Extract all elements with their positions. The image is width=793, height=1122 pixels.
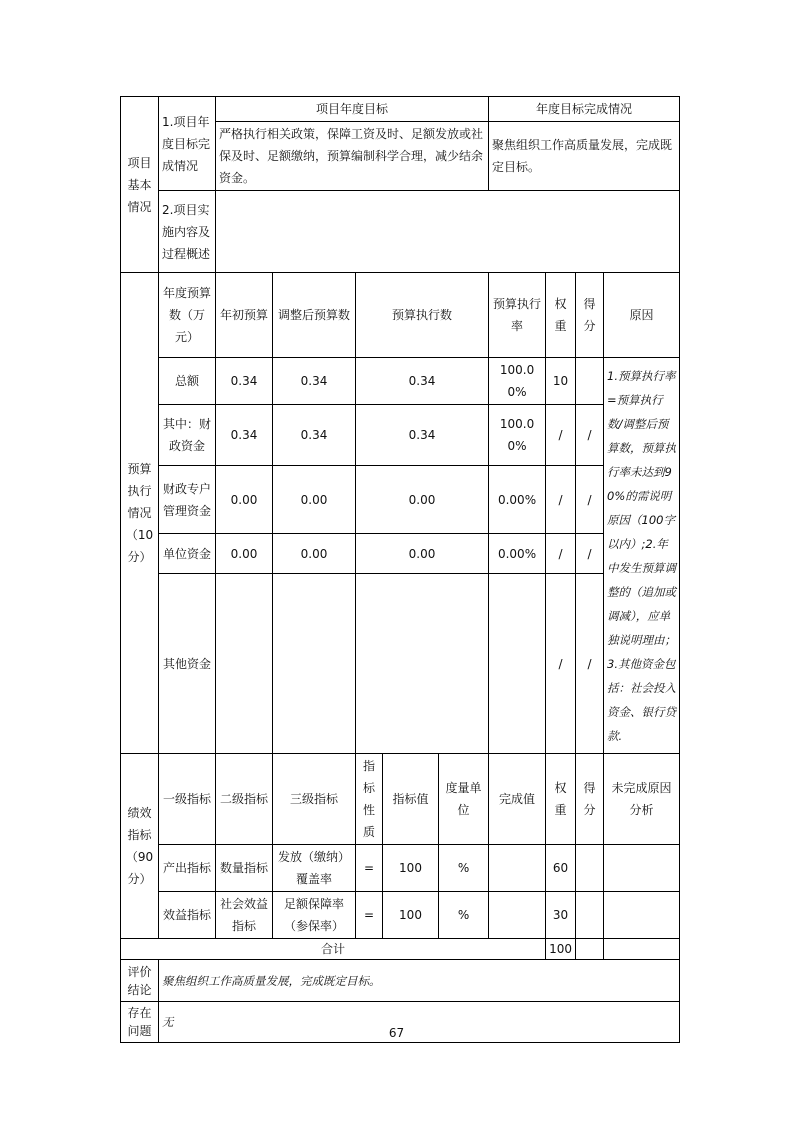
perf-header: 三级指标 (273, 754, 356, 845)
cell: / (546, 405, 576, 466)
issues-text: 无 (159, 1002, 680, 1043)
cell: / (576, 574, 604, 754)
cell: 0.34 (356, 358, 489, 405)
cell (356, 574, 489, 754)
implementation-text (216, 191, 680, 273)
perf-row (121, 892, 680, 939)
cell: 0.00 (273, 534, 356, 574)
cell: 60 (546, 845, 576, 892)
cell: 足额保障率（参保率） (273, 892, 356, 939)
cell (576, 358, 604, 405)
cell: 0.00% (489, 466, 546, 534)
budget-row-name: 财政专户管理资金 (159, 466, 216, 534)
cell: 0.34 (273, 405, 356, 466)
budget-row (121, 358, 680, 405)
cell: / (576, 466, 604, 534)
cell: % (439, 892, 489, 939)
cell: 发放（缴纳）覆盖率 (273, 845, 356, 892)
goal-row-label: 1.项目年度目标完成情况 (159, 97, 216, 191)
cell: 产出指标 (159, 845, 216, 892)
budget-row-name: 其他资金 (159, 574, 216, 754)
cell (489, 845, 546, 892)
cell: 0.34 (356, 405, 489, 466)
cell: / (576, 405, 604, 466)
total-label: 合计 (121, 939, 546, 960)
cell: 30 (546, 892, 576, 939)
cell: 0.00 (273, 466, 356, 534)
performance-section-label: 绩效指标（90分） (121, 754, 159, 939)
implementation-row-label: 2.项目实施内容及过程概述 (159, 191, 216, 273)
cell: 0.00 (216, 534, 273, 574)
basic-section-label: 项目基本情况 (121, 97, 159, 273)
cell: / (576, 534, 604, 574)
cell: 0.34 (216, 358, 273, 405)
budget-row (121, 574, 680, 754)
budget-header: 预算执行数 (356, 273, 489, 358)
cell: 100.00% (489, 358, 546, 405)
cell: 0.00 (356, 534, 489, 574)
cell: / (546, 574, 576, 754)
cell (273, 574, 356, 754)
budget-section-label: 预算执行情况（10分） (121, 273, 159, 754)
perf-header: 权重 (546, 754, 576, 845)
cell: = (356, 845, 383, 892)
cell (489, 892, 546, 939)
budget-header: 年度预算数（万元） (159, 273, 216, 358)
cell: 0.00% (489, 534, 546, 574)
page-number: 67 (388, 1026, 405, 1040)
budget-row-name: 总额 (159, 358, 216, 405)
perf-header: 未完成原因分析 (604, 754, 680, 845)
cell: 0.00 (356, 466, 489, 534)
goal-header: 项目年度目标 (216, 97, 489, 122)
budget-row (121, 405, 680, 466)
perf-header: 二级指标 (216, 754, 273, 845)
budget-header: 原因 (604, 273, 680, 358)
budget-header: 权重 (546, 273, 576, 358)
cell: % (439, 845, 489, 892)
budget-row-name: 单位资金 (159, 534, 216, 574)
conclusion-text: 聚焦组织工作高质量发展，完成既定目标。 (159, 960, 680, 1002)
performance-evaluation-table (120, 96, 680, 1043)
cell: / (546, 466, 576, 534)
perf-header: 度量单位 (439, 754, 489, 845)
total-row (121, 939, 680, 960)
budget-header: 预算执行率 (489, 273, 546, 358)
cell: 100.00% (489, 405, 546, 466)
cell: 100 (383, 845, 439, 892)
conclusion-label: 评价结论 (121, 960, 159, 1002)
perf-header: 完成值 (489, 754, 546, 845)
cell: 10 (546, 358, 576, 405)
cell: 0.00 (216, 466, 273, 534)
cell (604, 939, 680, 960)
reason-note: 1.预算执行率=预算执行数/调整后预算数，预算执行率未达到90%的需说明原因（100字以内）;2.年中发生预算调整的（追加或调减），应单独说明理由；3.其他资金包括：社会投入资金、银行贷款. (604, 358, 680, 754)
cell: 100 (383, 892, 439, 939)
budget-row (121, 466, 680, 534)
cell: 效益指标 (159, 892, 216, 939)
cell (604, 892, 680, 939)
cell: 0.34 (216, 405, 273, 466)
budget-header: 年初预算 (216, 273, 273, 358)
perf-row (121, 845, 680, 892)
cell (216, 574, 273, 754)
perf-header: 得分 (576, 754, 604, 845)
cell: / (546, 534, 576, 574)
cell: 社会效益指标 (216, 892, 273, 939)
budget-header: 得分 (576, 273, 604, 358)
total-weight: 100 (546, 939, 576, 960)
perf-header: 指标性质 (356, 754, 383, 845)
cell (576, 892, 604, 939)
budget-row-name: 其中：财政资金 (159, 405, 216, 466)
budget-header: 调整后预算数 (273, 273, 356, 358)
cell (576, 939, 604, 960)
cell: 0.34 (273, 358, 356, 405)
perf-header: 指标值 (383, 754, 439, 845)
completion-text: 聚焦组织工作高质量发展，完成既定目标。 (489, 122, 680, 191)
issues-label: 存在问题 (121, 1002, 159, 1043)
completion-header: 年度目标完成情况 (489, 97, 680, 122)
cell: = (356, 892, 383, 939)
goal-text: 严格执行相关政策，保障工资及时、足额发放或社保及时、足额缴纳，预算编制科学合理，减少结余资金。 (216, 122, 489, 191)
cell (604, 845, 680, 892)
perf-header: 一级指标 (159, 754, 216, 845)
cell (576, 845, 604, 892)
budget-row (121, 534, 680, 574)
cell: 数量指标 (216, 845, 273, 892)
cell (489, 574, 546, 754)
